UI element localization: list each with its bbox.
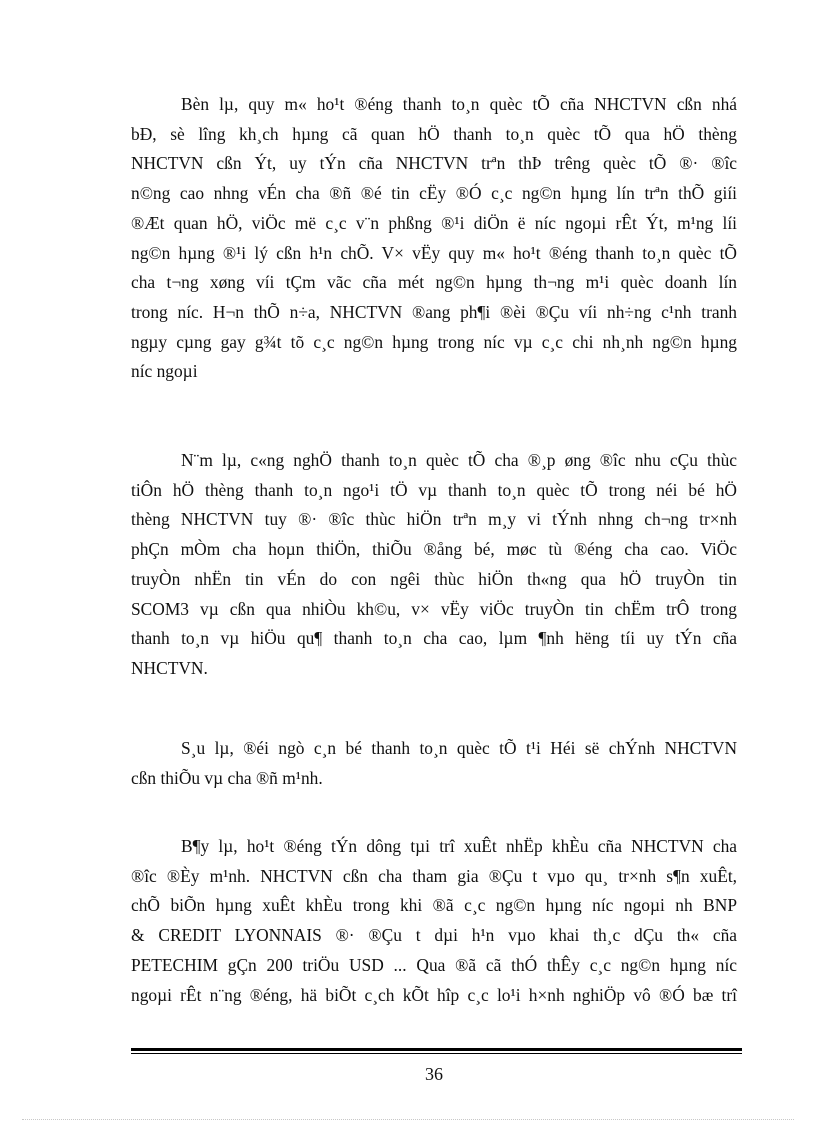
paragraph-credit [131,832,737,1010]
paragraph-scale [131,90,737,387]
text-line: B¶y lµ, ho¹t ®éng tÝn dông tµi trî xuÊt nhËp khÈu cña NHCTVN cha [181,836,737,856]
text-line: S¸u lµ, ®éi ngò c¸n bé thanh to¸n quèc tÕ t¹i Héi së chÝnh NHCTVN [181,738,737,758]
text-line: cßn thiÕu vµ cha ®ñ m¹nh. [131,767,323,788]
text-line: ®Æt quan hÖ, viÖc më c¸c v¨n phßng ®¹i diÖn ë níc ngoµi rÊt Ýt, m¹ng líi [131,212,737,233]
text-line: thèng NHCTVN tuy ®· ®îc thùc hiÖn trªn m¸y vi tÝnh nhng ch¬ng tr×nh [131,509,737,530]
text-line: cha t¬ng xøng víi tÇm vãc cña mét ng©n hµng th¬ng m¹i quèc doanh lín [131,272,737,293]
text-line: ng©n hµng ®¹i lý cßn h¹n chÕ. V× vËy quy m« ho¹t ®éng thanh to¸n quèc tÕ [131,242,737,263]
text-line: N¨m lµ, c«ng nghÖ thanh to¸n quèc tÕ cha ®¸p øng ®îc nhu cÇu thùc [181,450,737,470]
paragraph-staff [131,734,737,793]
text-line: ®îc ®Èy m¹nh. NHCTVN cßn cha tham gia ®Çu t vµo qu¸ tr×nh s¶n xuÊt, [131,865,737,886]
footer-rule-thin [131,1053,742,1054]
text-line: phÇn mÒm cha hoµn thiÖn, thiÕu ®ång bé, møc tù ®éng cha cao. ViÖc [131,539,737,560]
text-line: truyÒn nhËn tin vÉn do con ngêi thùc hiÖn th«ng qua hÖ truyÒn tin [131,568,737,589]
footer-rule-thick [131,1048,742,1051]
text-line: n©ng cao nhng vÉn cha ®ñ ®é tin cËy ®Ó c¸c ng©n hµng lín trªn thÕ giíi [131,183,737,204]
text-line: chÕ biÕn hµng xuÊt khÈu trong khi ®ã c¸c ng©n hµng níc ngoµi nh BNP [131,895,737,916]
page-number: 36 [425,1064,443,1084]
text-line: & CREDIT LYONNAIS ®· ®Çu t dµi h¹n vµo khai th¸c dÇu th« cña [131,925,737,946]
text-line: SCOM3 vµ cßn qua nhiÒu kh©u, v× vËy viÖc truyÒn tin chËm trÔ trong [131,598,737,619]
page-edge-divider [22,1119,794,1120]
text-line: NHCTVN. [131,657,208,678]
text-line: PETECHIM gÇn 200 triÖu USD ... Qua ®ã cã thÓ thÊy c¸c ng©n hµng níc [131,954,737,975]
text-line: thanh to¸n vµ hiÖu qu¶ thanh to¸n cha cao, lµm ¶nh hëng tíi uy tÝn cña [131,628,737,649]
text-line: ngoµi rÊt n¨ng ®éng, hä biÕt c¸ch kÕt hîp c¸c lo¹i h×nh nghiÖp vô ®Ó bæ trî [131,984,737,1005]
text-line: trong níc. H¬n thÕ n÷a, NHCTVN ®ang ph¶i ®èi ®Çu víi nh÷ng c¹nh tranh [131,301,737,322]
text-line: tiÔn hÖ thèng thanh to¸n ngo¹i tÖ vµ thanh to¸n quèc tÕ trong néi bé hÖ [131,479,737,500]
paragraph-technology [131,446,737,684]
text-line: bÐ, sè lîng kh¸ch hµng cã quan hÖ thanh to¸n quèc tÕ qua hÖ thèng [131,123,737,144]
text-line: Bèn lµ, quy m« ho¹t ®éng thanh to¸n quèc tÕ cña NHCTVN cßn nhá [181,94,737,114]
text-line: níc ngoµi [131,361,198,382]
text-line: ngµy cµng gay g¾t tõ c¸c ng©n hµng trong níc vµ c¸c chi nh¸nh ng©n hµng [131,331,737,352]
text-line: NHCTVN cßn Ýt, uy tÝn cña NHCTVN trªn thÞ trêng quèc tÕ ®· ®îc [131,153,737,174]
